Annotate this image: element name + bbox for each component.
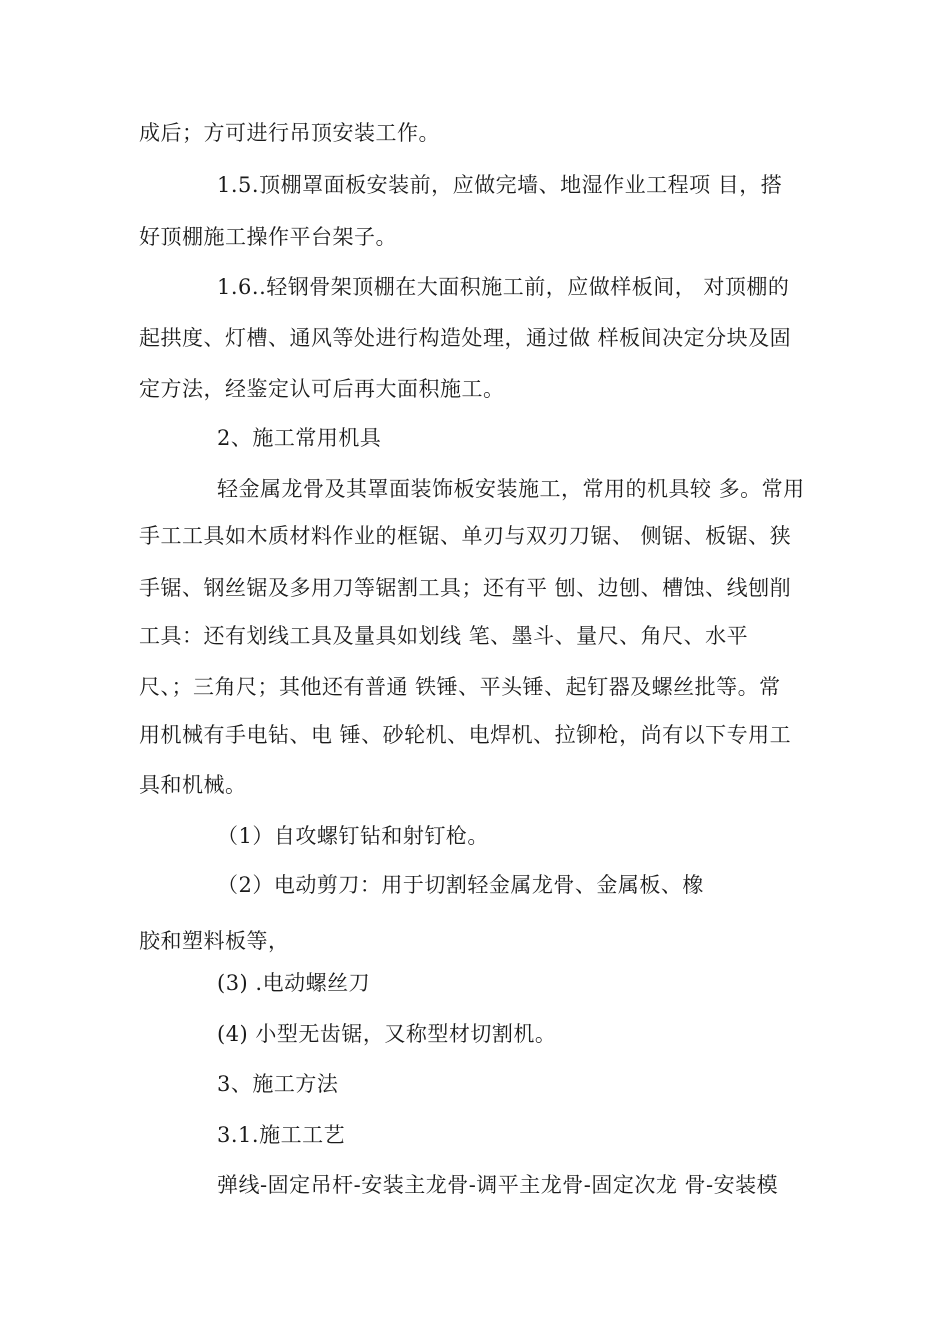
text-line: 工具：还有划线工具及量具如划线 笔、墨斗、量尺、角尺、水平 xyxy=(139,624,749,648)
section-heading: 2、施工常用机具 xyxy=(217,426,382,450)
text-line: 成后；方可进行吊顶安装工作。 xyxy=(139,121,440,145)
text-line: 尺、；三角尺；其他还有普通 铁锤、平头锤、起钉器及螺丝批等。常 xyxy=(139,675,781,699)
list-item: (3) .电动螺丝刀 xyxy=(217,971,371,995)
text-line: 用机械有手电钻、电 锤、砂轮机、电焊机、拉铆枪，尚有以下专用工 xyxy=(139,723,792,747)
text-line: 手锯、钢丝锯及多用刀等锯割工具；还有平 刨、边刨、槽蚀、线刨削 xyxy=(139,576,792,600)
text-line: 好顶棚施工操作平台架子。 xyxy=(139,225,397,249)
text-line: 定方法，经鉴定认可后再大面积施工。 xyxy=(139,377,505,401)
section-heading: 3、施工方法 xyxy=(217,1072,339,1096)
text-line: 具和机械。 xyxy=(139,773,247,797)
text-line: 弹线-固定吊杆-安装主龙骨-调平主龙骨-固定次龙 骨-安装模 xyxy=(217,1173,779,1197)
text-line: 手工工具如木质材料作业的框锯、单刃与双刃刀锯、 侧锯、板锯、狭 xyxy=(139,524,792,548)
list-item: （1）自攻螺钉钻和射钉枪。 xyxy=(217,824,489,848)
text-line: 轻金属龙骨及其罩面装饰板安装施工，常用的机具较 多。常用 xyxy=(217,477,805,501)
text-line: 1.6..轻钢骨架顶棚在大面积施工前，应做样板间， 对顶棚的 xyxy=(217,275,790,299)
list-item: （2）电动剪刀：用于切割轻金属龙骨、金属板、橡 xyxy=(217,873,704,897)
subsection-heading: 3.1.施工工艺 xyxy=(217,1123,346,1147)
list-item: (4) 小型无齿锯，又称型材切割机。 xyxy=(217,1022,557,1046)
text-line: 胶和塑料板等， xyxy=(139,929,290,953)
text-line: 起拱度、灯槽、通风等处进行构造处理，通过做 样板间决定分块及固 xyxy=(139,326,792,350)
text-line: 1.5.顶棚罩面板安装前，应做完墙、地湿作业工程项 目，搭 xyxy=(217,173,783,197)
